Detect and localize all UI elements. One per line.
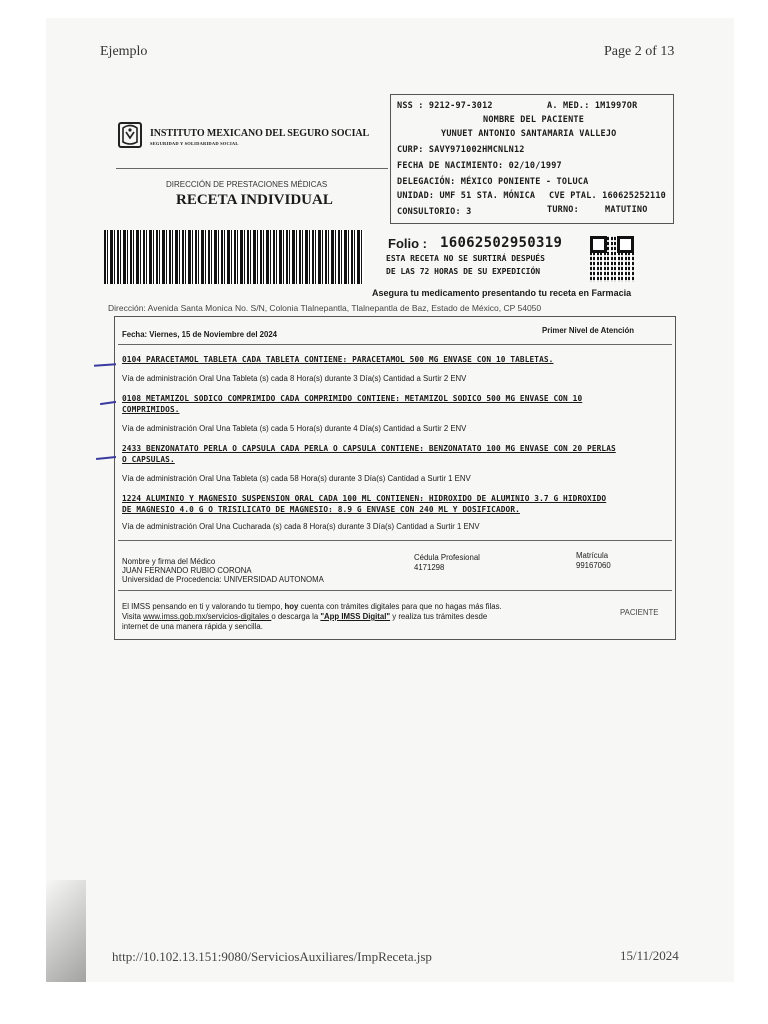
- medication-4-desc-cont: DE MAGNESIO 4.0 G O TRISILICATO DE MAGNESIO: 8.9 G ENVASE CON 240 ML Y DOSIFICADOR.: [122, 505, 520, 514]
- cedula-label: Cédula Profesional: [414, 553, 480, 562]
- notice-text-2c: y realiza tus trámites desde: [390, 612, 488, 621]
- folio-label: Folio :: [388, 236, 427, 251]
- doctor-university: Universidad de Procedencia: UNIVERSIDAD AUTONOMA: [122, 575, 324, 584]
- care-level: Primer Nivel de Atención: [542, 326, 635, 335]
- page-header-right: Page 2 of 13: [604, 44, 675, 59]
- patient-consultorio: CONSULTORIO: 3: [397, 207, 472, 217]
- footer-url: http://10.102.13.151:9080/ServiciosAuxiliares/ImpReceta.jsp: [112, 949, 432, 964]
- patient-curp: CURP: SAVY971002HMCNLN12: [397, 145, 525, 155]
- notice-text-2a: Visita: [122, 612, 144, 621]
- barcode: [104, 230, 364, 284]
- imss-logo-icon: [118, 122, 142, 148]
- cedula-value: 4171298: [414, 563, 445, 572]
- patient-turno-label: TURNO:: [547, 205, 579, 215]
- pharmacy-notice: Asegura tu medicamento presentando tu receta en Farmacia: [372, 288, 632, 298]
- medication-3-desc-cont: O CAPSULAS.: [122, 455, 175, 464]
- patient-birthdate: FECHA DE NACIMIENTO: 02/10/1997: [397, 161, 562, 171]
- notice-text-1c: cuenta con trámites digitales para que no hagas más filas.: [298, 602, 502, 611]
- patient-turno: MATUTINO: [605, 205, 648, 215]
- app-name: "App IMSS Digital": [320, 612, 391, 621]
- medication-3-desc: 2433 BENZONATATO PERLA O CAPSULA CADA PERLA O CAPSULA CONTIENE: BENZONATATO 100 MG ENVASE CON 20 PERLAS: [122, 444, 616, 453]
- medication-2-desc-cont: COMPRIMIDOS.: [122, 405, 180, 414]
- folio-number: 16062502950319: [440, 235, 563, 251]
- notice-text-1a: El IMSS pensando en ti y valorando tu tiempo,: [122, 602, 285, 611]
- notice-text-3: internet de una manera rápida y sencilla.: [122, 622, 263, 631]
- patient-name: YUNUET ANTONIO SANTAMARIA VALLEJO: [441, 129, 617, 139]
- prescription-date: Fecha: Viernes, 15 de Noviembre del 2024: [122, 330, 278, 339]
- doctor-divider: [118, 590, 672, 591]
- medication-1-admin: Vía de administración Oral Una Tableta (s) cada 8 Hora(s) durante 3 Día(s) Cantidad a Surtir 2 ENV: [122, 374, 467, 383]
- medication-4-admin: Vía de administración Oral Una Cucharada (s) cada 8 Hora(s) durante 3 Día(s) Cantidad a Surtir 1 ENV: [122, 522, 480, 531]
- medication-2-admin: Vía de administración Oral Una Tableta (s) cada 5 Hora(s) durante 4 Día(s) Cantidad a Surtir 2 ENV: [122, 424, 467, 433]
- institution-name: INSTITUTO MEXICANO DEL SEGURO SOCIAL: [150, 128, 370, 139]
- patient-info-box: [390, 94, 674, 224]
- patient-delegacion: DELEGACIÓN: MÉXICO PONIENTE - TOLUCA: [397, 177, 589, 187]
- doctor-signature-label: Nombre y firma del Médico: [122, 557, 216, 566]
- direction-title: DIRECCIÓN DE PRESTACIONES MÉDICAS: [166, 180, 328, 189]
- medication-1-desc: 0104 PARACETAMOL TABLETA CADA TABLETA CONTIENE: PARACETAMOL 500 MG ENVASE CON 10 TABLETAS.: [122, 355, 554, 364]
- medication-4-desc: 1224 ALUMINIO Y MAGNESIO SUSPENSION ORAL CADA 100 ML CONTIENEN: HIDROXIDO DE ALUMINIO 3.7 G HIDROXIDO: [122, 494, 607, 503]
- patient-a-med: A. MED.: 1M1997OR: [547, 101, 638, 111]
- notice-text-2b: o descarga la: [271, 612, 321, 621]
- notice-text-1b: hoy: [284, 602, 299, 611]
- address: Dirección: Avenida Santa Monica No. S/N, Colonia Tlalnepantla, Tlalnepantla de Baz, Estado de México, CP 54050: [108, 303, 542, 313]
- imss-services-link[interactable]: www.imss.gob.mx/servicios-digitales: [143, 612, 272, 621]
- doctor-name: JUAN FERNANDO RUBIO CORONA: [122, 566, 252, 575]
- copy-type: PACIENTE: [620, 608, 659, 617]
- header-divider: [116, 168, 388, 169]
- folio-note-line1: ESTA RECETA NO SE SURTIRÁ DESPUÉS: [386, 254, 545, 263]
- medication-2-desc: 0108 METAMIZOL SODICO COMPRIMIDO CADA COMPRIMIDO CONTIENE: METAMIZOL SODICO 500 MG ENVASE CON 10: [122, 394, 583, 403]
- matricula-label: Matrícula: [576, 551, 609, 560]
- patient-cve-ptal: CVE PTAL. 160625252110: [549, 191, 666, 201]
- patient-nss: NSS : 9212-97-3012: [397, 101, 493, 111]
- institution-subtitle: SEGURIDAD Y SOLIDARIDAD SOCIAL: [150, 141, 239, 146]
- scan-shadow: [46, 880, 86, 982]
- matricula-value: 99167060: [576, 561, 611, 570]
- document-title: RECETA INDIVIDUAL: [176, 192, 333, 208]
- footer-date: 15/11/2024: [620, 948, 679, 963]
- page-header-left: Ejemplo: [100, 44, 148, 59]
- patient-name-label: NOMBRE DEL PACIENTE: [483, 115, 585, 125]
- folio-note-line2: DE LAS 72 HORAS DE SU EXPEDICIÓN: [386, 267, 541, 276]
- medications-divider: [118, 540, 672, 541]
- qr-code: [590, 236, 634, 282]
- patient-unidad: UNIDAD: UMF 51 STA. MÓNICA: [397, 191, 536, 201]
- date-divider: [118, 344, 672, 345]
- medication-3-admin: Vía de administración Oral Una Tableta (s) cada 58 Hora(s) durante 3 Día(s) Cantidad a Surtir 1 ENV: [122, 474, 471, 483]
